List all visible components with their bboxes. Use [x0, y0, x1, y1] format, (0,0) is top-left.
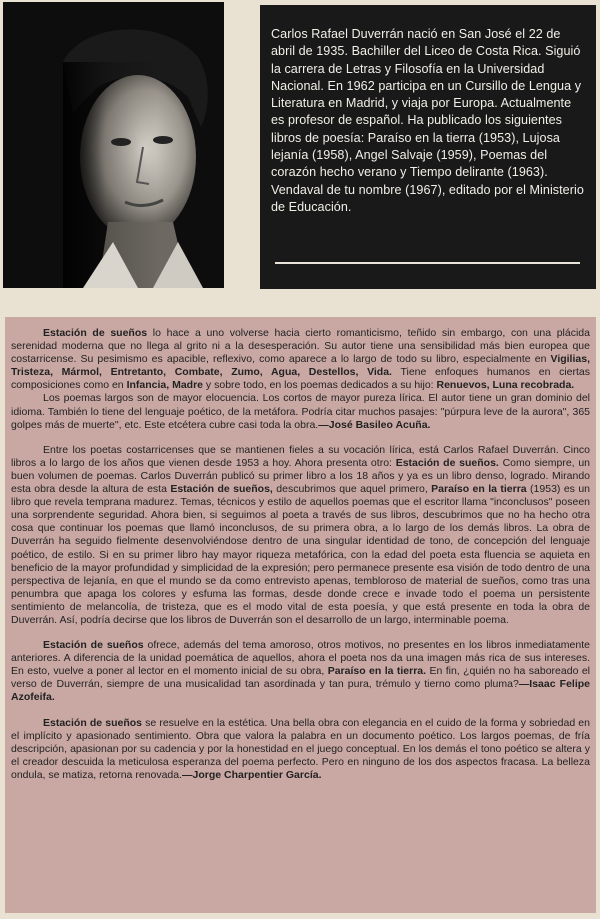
review-text: Los poemas largos son de mayor elocuencia. Los cortos de mayor pureza lírica. El autor tiene un gran dominio del idioma. También lo tiene del lenguaje poético, de la metáfora. Podría citar muchos pasajes: "púrpura leve de la aurora", 365 golpes más de muerte", etc. Este etcétera cubre casi toda la obra.: [11, 392, 590, 431]
review-emphasis: —José Basileo Acuña.: [318, 418, 431, 431]
review-paragraph: [11, 392, 590, 431]
review-emphasis: Vigilias, Tristeza, Mármol, Entretanto, Combate, Zumo, Agua, Destellos, Vida.: [11, 353, 590, 379]
review-paragraph: [11, 444, 590, 627]
review-emphasis: Estación de sueños.: [395, 456, 499, 469]
review-text: descubrimos que aquel primero,: [272, 483, 432, 496]
review-text: Tiene enfoques humanos en ciertas composiciones como en: [11, 366, 591, 392]
review-paragraph: [11, 327, 590, 392]
review-emphasis: Renuevos, Luna recobrada.: [436, 379, 575, 392]
review-text: y sobre todo, en los poemas dedicados a su hijo:: [203, 379, 437, 392]
author-bio-box: [260, 5, 596, 289]
review-text: Como siempre, un buen volumen de poemas. Carlos Duverrán publicó su primer libro a los 18 años y ya es un libro denso, logrado. Mirando esta obra desde la altura de esta: [11, 456, 591, 496]
portrait-image: [3, 2, 224, 288]
review-emphasis: Estación de sueños: [43, 716, 143, 729]
review-emphasis: Paraíso en la tierra.: [327, 665, 427, 678]
review-emphasis: Estación de sueños: [43, 639, 144, 652]
review-text: lo hace a uno volverse hacia cierto romanticismo, teñido sin embargo, con una plácida serenidad moderna que no llega al grito ni a la desesperación. Su autor tiene una sensibilidad más bien europea que costarricense. Su pesimismo es apacible, reflexivo, como aparece a lo largo de todo su libro, especialmente en: [11, 327, 590, 366]
review-emphasis: Estación de sueños: [43, 327, 148, 339]
reviews-panel: [5, 317, 596, 913]
review-text: se resuelve en la estética. Una bella obra con elegancia en el cuido de la forma y sobriedad en el implícito y apasionado sentimiento. Obra que valora la palabra en un documento poético. Los largos poemas, de fría descripción, apasionan por su cadencia y por la honestidad en el juego conceptual. En los demás el tono poético se altera y el creador descuida la meticulosa esperanza del poema perfecto. Pero en ninguno de los dos aspectos fracasa. La belleza ondula, se matiza, retorna renovada.: [11, 716, 590, 781]
review-text: En fin, ¿quién no ha saboreado el verso de Duverrán, siempre de una musicalidad tan asordinada y tan pura, trémulo y tierno como pluma?: [11, 665, 590, 691]
author-biography: Carlos Rafael Duverrán nació en San José el 22 de abril de 1935. Bachiller del Liceo de Costa Rica. Siguió la carrera de Letras y Filosofía en la Universidad Nacional. En 1962 participa en un Cursillo de Lengua y Literatura en Madrid, y viaja por Europa. Actualmente es profesor de español. Ha publicado los siguientes libros de poesía: Paraíso en la tierra (1953), Lujosa lejanía (1958), Angel Salvaje (1959), Poemas del corazón hecho verano y Tiempo delirante (1963). Vendaval de tu nombre (1967), editado por el Ministerio de Educación.: [271, 27, 584, 214]
review-text: (1953) es un libro que revela temprana madurez. Temas, técnicos y estilo de aquellos poemas que el escritor llama "inconclusos" poseen una sorprendente seguridad. Ahora bien, si seguimos al poeta a través de sus libros, descubrimos que no ha hecho otra cosa que continuar los poemas que llamó inconclusos, de su primera obra, a lo largo de los demás libros. La obra de Duverrán ha seguido fielmente desenvolviéndose dentro de una singular identidad de tono, de concepción del lenguaje poético, de estilo. Si en su primer libro hay mayor riqueza metafórica, con la edad del poeta esta fluencia se aquieta en beneficio de la mayor profundidad y simplicidad de la expresión; pero permanece presente esa visión de todo dentro de una perspectiva de lejanía, en que el mundo se da como entrevisto apenas, tembloroso de material de sueños, como tras una penumbra que apaga los colores y esfuma las formas, desde donde crece e invade todo el poema un persistente sentimiento de melancolía, de tristeza, que es el modo vital de esta poesía, y que está presente en toda la obra de Duverrán. Así, podría decirse que los libros de Duverrán son el desarrollo de un largo, interminable poema.: [11, 483, 591, 626]
review-emphasis: —Isaac Felipe Azofeifa.: [11, 678, 590, 704]
author-portrait: [3, 2, 224, 288]
review-emphasis: Infancia, Madre: [126, 379, 204, 392]
review-paragraph: [11, 717, 590, 782]
review-paragraph: [11, 639, 590, 704]
review-emphasis: —Jorge Charpentier García.: [182, 768, 322, 781]
review-emphasis: Paraíso en la tierra: [431, 483, 527, 496]
review-emphasis: Estación de sueños,: [170, 483, 273, 496]
review-text: ofrece, además del tema amoroso, otros motivos, no presentes en los libros inmediatamente anteriores. A diferencia de la unidad poemática de aquellos, ahora el poeta nos da una imagen más rica de sus intereses. En esto, vuelve a poner al lector en el momento inicial de su obra,: [11, 639, 590, 678]
review-text: Entre los poetas costarricenses que se mantienen fieles a su vocación lírica, está Carlos Rafael Duverrán. Cinco libros a lo largo de los años que vienen desde 1953 a hoy. Ahora presenta otro:: [11, 443, 590, 469]
divider-rule: [275, 262, 580, 264]
